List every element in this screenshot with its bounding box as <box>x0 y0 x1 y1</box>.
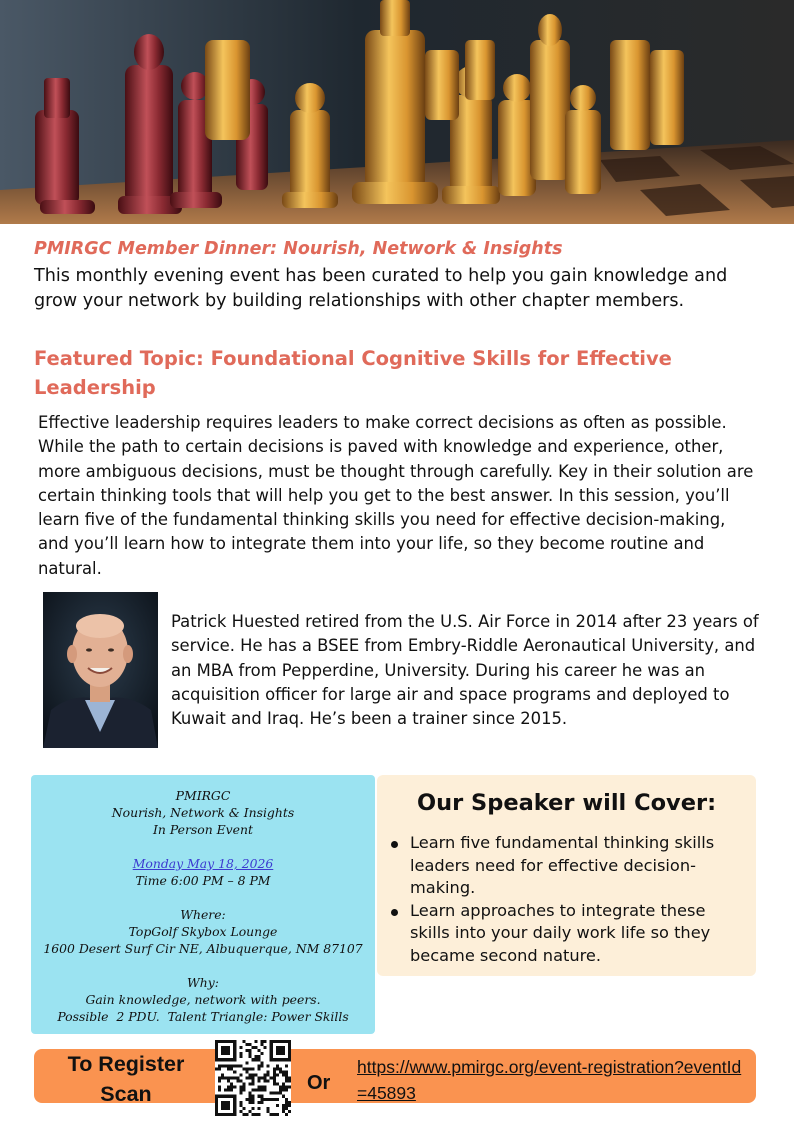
cover-item-text: Learn approaches to integrate these skills into your daily work life so they became second nature. <box>410 900 711 965</box>
list-item <box>387 900 749 968</box>
info-event-type: In Person Event <box>153 822 253 837</box>
info-where-label: Where: <box>180 907 226 922</box>
featured-topic-heading: Featured Topic: Foundational Cognitive Skills for Effective Leadership <box>34 347 672 399</box>
info-why-line2: Possible 2 PDU. Talent Triangle: Power Skills <box>57 1009 349 1024</box>
hero-chess-image <box>0 0 794 224</box>
event-intro: This monthly evening event has been curated to help you gain knowledge and grow your network by building relationships with other chapter members. <box>34 266 728 311</box>
info-why-label: Why: <box>187 975 219 990</box>
info-venue: TopGolf Skybox Lounge <box>128 924 278 939</box>
info-event-name: Nourish, Network & Insights <box>111 805 295 820</box>
cover-title: Our Speaker will Cover: <box>416 790 717 816</box>
info-org: PMIRGC <box>175 788 231 803</box>
speaker-photo <box>43 592 158 748</box>
or-label: Or <box>307 1072 331 1094</box>
list-item <box>387 832 749 900</box>
registration-link[interactable]: https://www.pmirgc.org/event-registration?eventId=45893 <box>357 1057 742 1103</box>
event-date-link[interactable]: Monday May 18, 2026 <box>132 856 274 871</box>
register-label <box>36 1049 216 1109</box>
info-why-line1: Gain knowledge, network with peers. <box>85 992 321 1007</box>
register-label-line1: To Register <box>67 1052 185 1076</box>
speaker-cover-box <box>377 775 756 976</box>
cover-list <box>387 832 749 967</box>
bullet-icon <box>391 841 398 848</box>
topic-description: Effective leadership requires leaders to make correct decisions as often as possible. While the path to certain decisions is paved with knowledge and experience, other, more ambiguous decisions, must be thought through carefully. Key in their solution are certain thinking tools that will help you get to the best answer. In this session, you’ll learn five of the fundamental thinking skills you need for effective decision-making, and you’ll learn how to integrate them into your life, so they become routine and natural. <box>38 413 754 578</box>
event-title: PMIRGC Member Dinner: Nourish, Network & Insights <box>34 239 563 259</box>
bullet-icon <box>391 909 398 916</box>
qr-code-icon[interactable] <box>215 1040 291 1116</box>
cover-item-text: Learn five fundamental thinking skills leaders need for effective decision-making. <box>410 833 715 897</box>
speaker-bio: Patrick Huested retired from the U.S. Air Force in 2014 after 23 years of service. He has a BSEE from Embry-Riddle Aeronautical University, and an MBA from Pepperdine, University. During his career he was an acquisition officer for large air and space programs and deployed to Kuwait and Iraq. He’s been a trainer since 2015. <box>171 612 759 729</box>
info-time: Time 6:00 PM – 8 PM <box>135 873 271 888</box>
event-info-box <box>31 775 375 1034</box>
info-address: 1600 Desert Surf Cir NE, Albuquerque, NM 87107 <box>43 941 363 956</box>
register-label-line2: Scan <box>100 1082 152 1106</box>
